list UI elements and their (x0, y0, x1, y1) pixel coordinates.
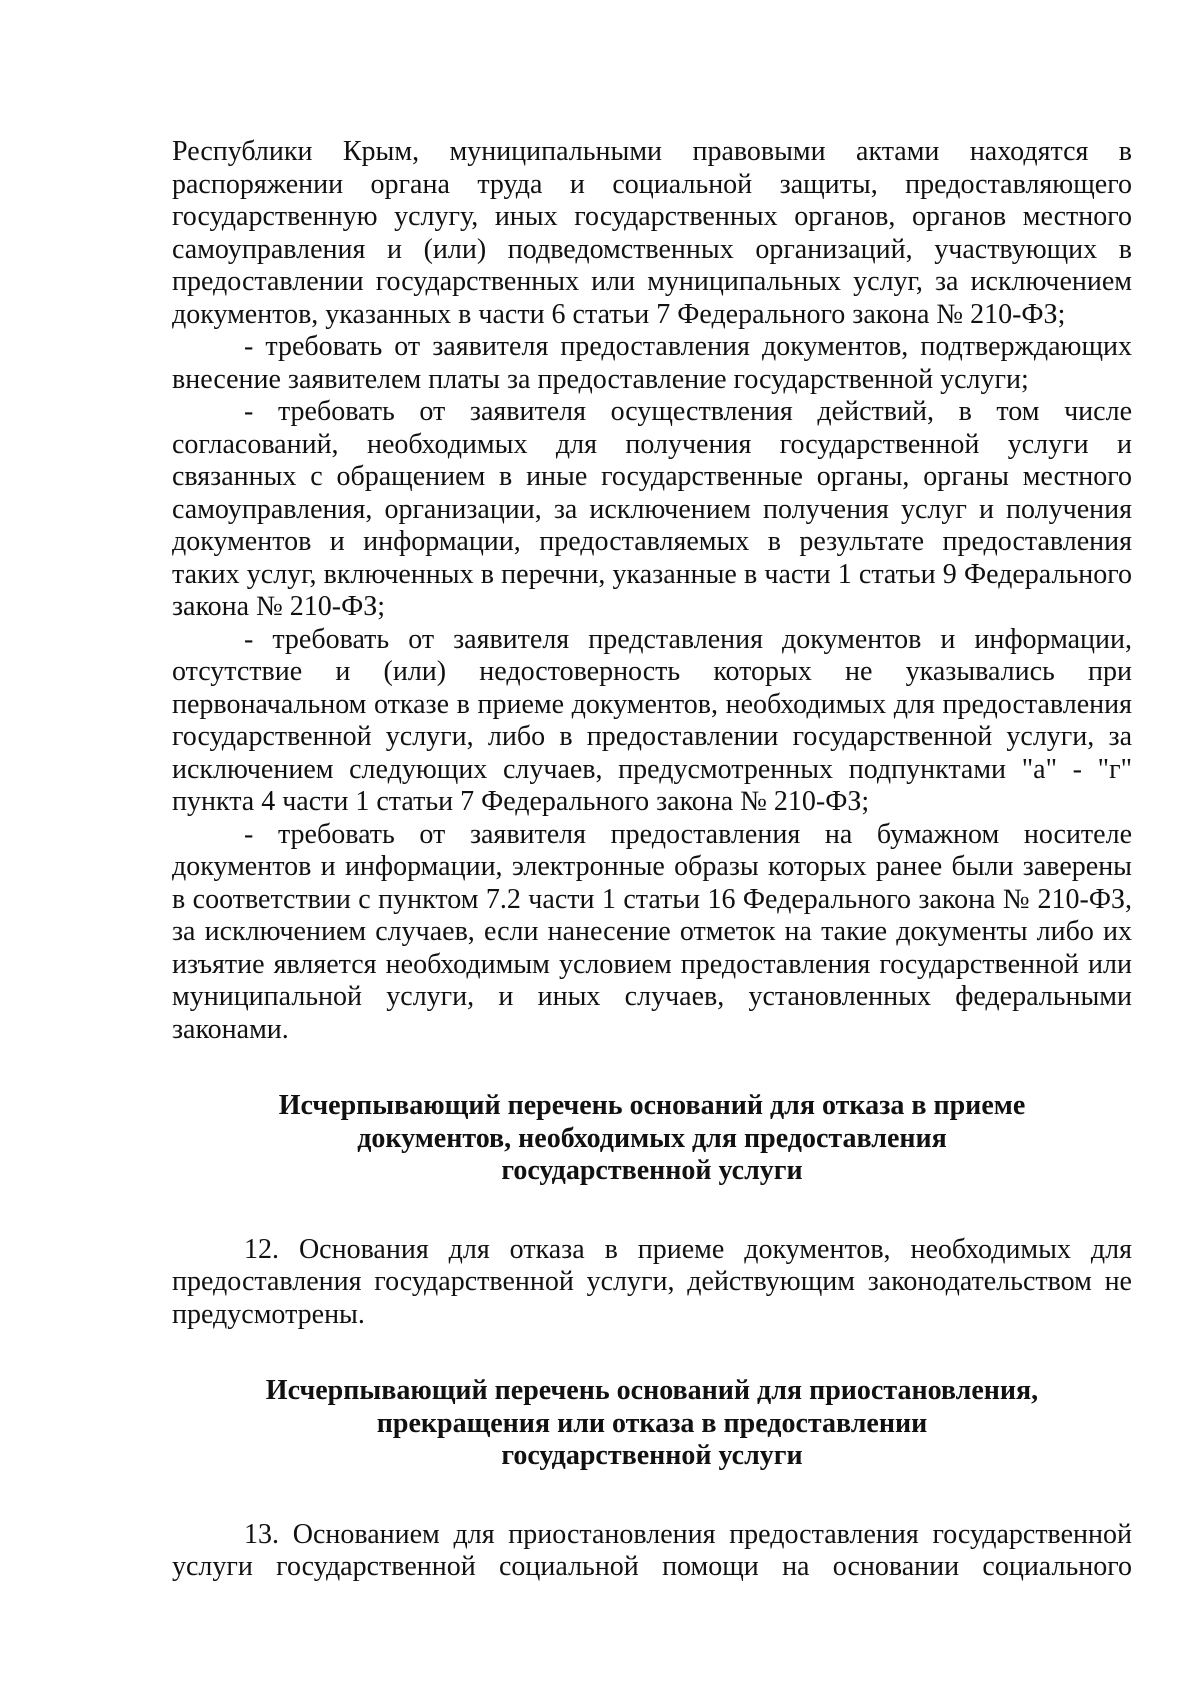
heading-line: Исчерпывающий перечень оснований для приостановления, (265, 1375, 1039, 1406)
spacer (172, 1331, 1132, 1375)
paragraph-12: 12. Основания для отказа в приеме документов, необходимых для предоставления государственной услуги, действующим законодательством не предусмотрены. (172, 1233, 1132, 1330)
heading-line: документов, необходимых для предоставления (357, 1122, 947, 1154)
heading-line: государственной услуги (501, 1440, 803, 1471)
paragraph-continuation: Республики Крым, муниципальными правовыми актами находятся в распоряжении органа труда и социальной защиты, предоставляющего государственную услугу, иных государственных органов, органов местного самоуправления и (или) подведомственных организаций, участвующих в предоставлении государственных или муниципальных услуг, за исключением документов, указанных в части 6 статьи 7 Федерального закона № 210-ФЗ; (172, 136, 1132, 330)
heading-line: Исчерпывающий перечень оснований для отказа в приеме (278, 1090, 1026, 1121)
document-page (172, 136, 1132, 1584)
paragraph-missing-info: - требовать от заявителя представления документов и информации, отсутствие и (или) недостоверность которых не указывались при первоначальном отказе в приеме документов, необходимых для предоставления государственной услуги, либо в предоставлении государственной услуги, за исключением следующих случаев, предусмотренных подпунктами "а" - "г" пункта 4 части 1 статьи 7 Федерального закона № 210-ФЗ; (172, 623, 1132, 817)
heading-line: государственной услуги (501, 1155, 803, 1186)
paragraph-13: 13. Основанием для приостановления предоставления государственной услуги государственной социальной помощи на основании социального (172, 1518, 1132, 1582)
paragraph-paper-documents: - требовать от заявителя предоставления на бумажном носителе документов и информации, электронные образы которых ранее были заверены в соответствии с пунктом 7.2 части 1 статьи 16 Федерального закона № 210-ФЗ, за исключением случаев, если нанесение отметок на такие документы либо их изъятие является необходимым условием предоставления государственной или муниципальной услуги, и иных случаев, установленных федеральными законами. (172, 818, 1132, 1045)
spacer (172, 1188, 1132, 1234)
spacer (172, 1473, 1132, 1519)
section-heading-suspension (172, 1375, 1132, 1473)
paragraph-fee-documents: - требовать от заявителя предоставления документов, подтверждающих внесение заявителем платы за предоставление государственной услуги; (172, 331, 1132, 395)
paragraph-actions-approvals: - требовать от заявителя осуществления действий, в том числе согласований, необходимых для получения государственной услуги и связанных с обращением в иные государственные органы, органы местного самоуправления, организации, за исключением получения услуг и получения документов и информации, предоставляемых в результате предоставления таких услуг, включенных в перечни, указанные в части 1 статьи 9 Федерального закона № 210-ФЗ; (172, 396, 1132, 622)
section-heading-refusal-reception (172, 1090, 1132, 1188)
spacer (172, 1046, 1132, 1090)
heading-line: прекращения или отказа в предоставлении (376, 1407, 928, 1439)
